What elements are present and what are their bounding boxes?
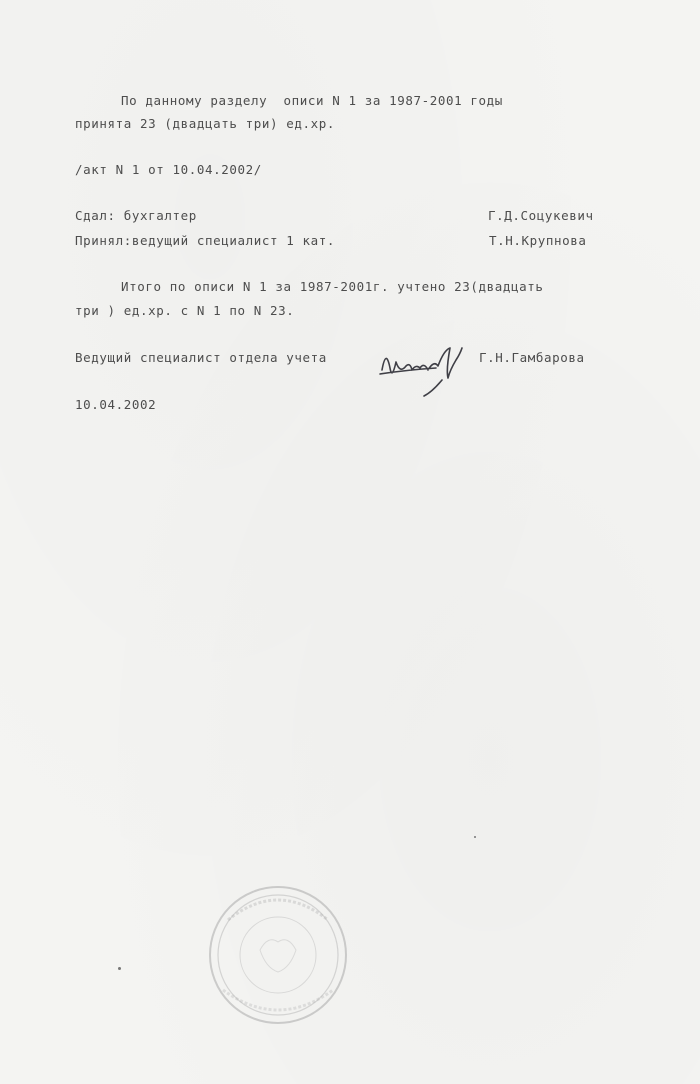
handed-label: Сдал: бухгалтер: [75, 208, 197, 223]
accepted-label: Принял:ведущий специалист 1 кат.: [75, 233, 336, 248]
handwritten-signature: [376, 340, 472, 400]
act-reference: /акт N 1 от 10.04.2002/: [75, 162, 262, 177]
document-date: 10.04.2002: [75, 397, 157, 412]
speck: [118, 967, 121, 970]
paragraph2-line1: Итого по описи N 1 за 1987-2001г. учтено 23(двадцать: [121, 279, 544, 294]
specialist-name: Г.Н.Гамбарова: [479, 350, 585, 365]
paragraph1-line2: принята 23 (двадцать три) ед.хр.: [75, 116, 336, 131]
speck: [474, 836, 476, 838]
handed-name: Г.Д.Соцукевич: [488, 208, 594, 223]
accepted-name: Т.Н.Крупнова: [489, 233, 587, 248]
paragraph2-line2: три ) ед.хр. с N 1 по N 23.: [75, 303, 295, 318]
round-seal-stamp: [198, 880, 358, 1030]
paragraph1-line1: По данному разделу описи N 1 за 1987-2001 годы: [121, 93, 503, 108]
specialist-label: Ведущий специалист отдела учета: [75, 350, 327, 365]
